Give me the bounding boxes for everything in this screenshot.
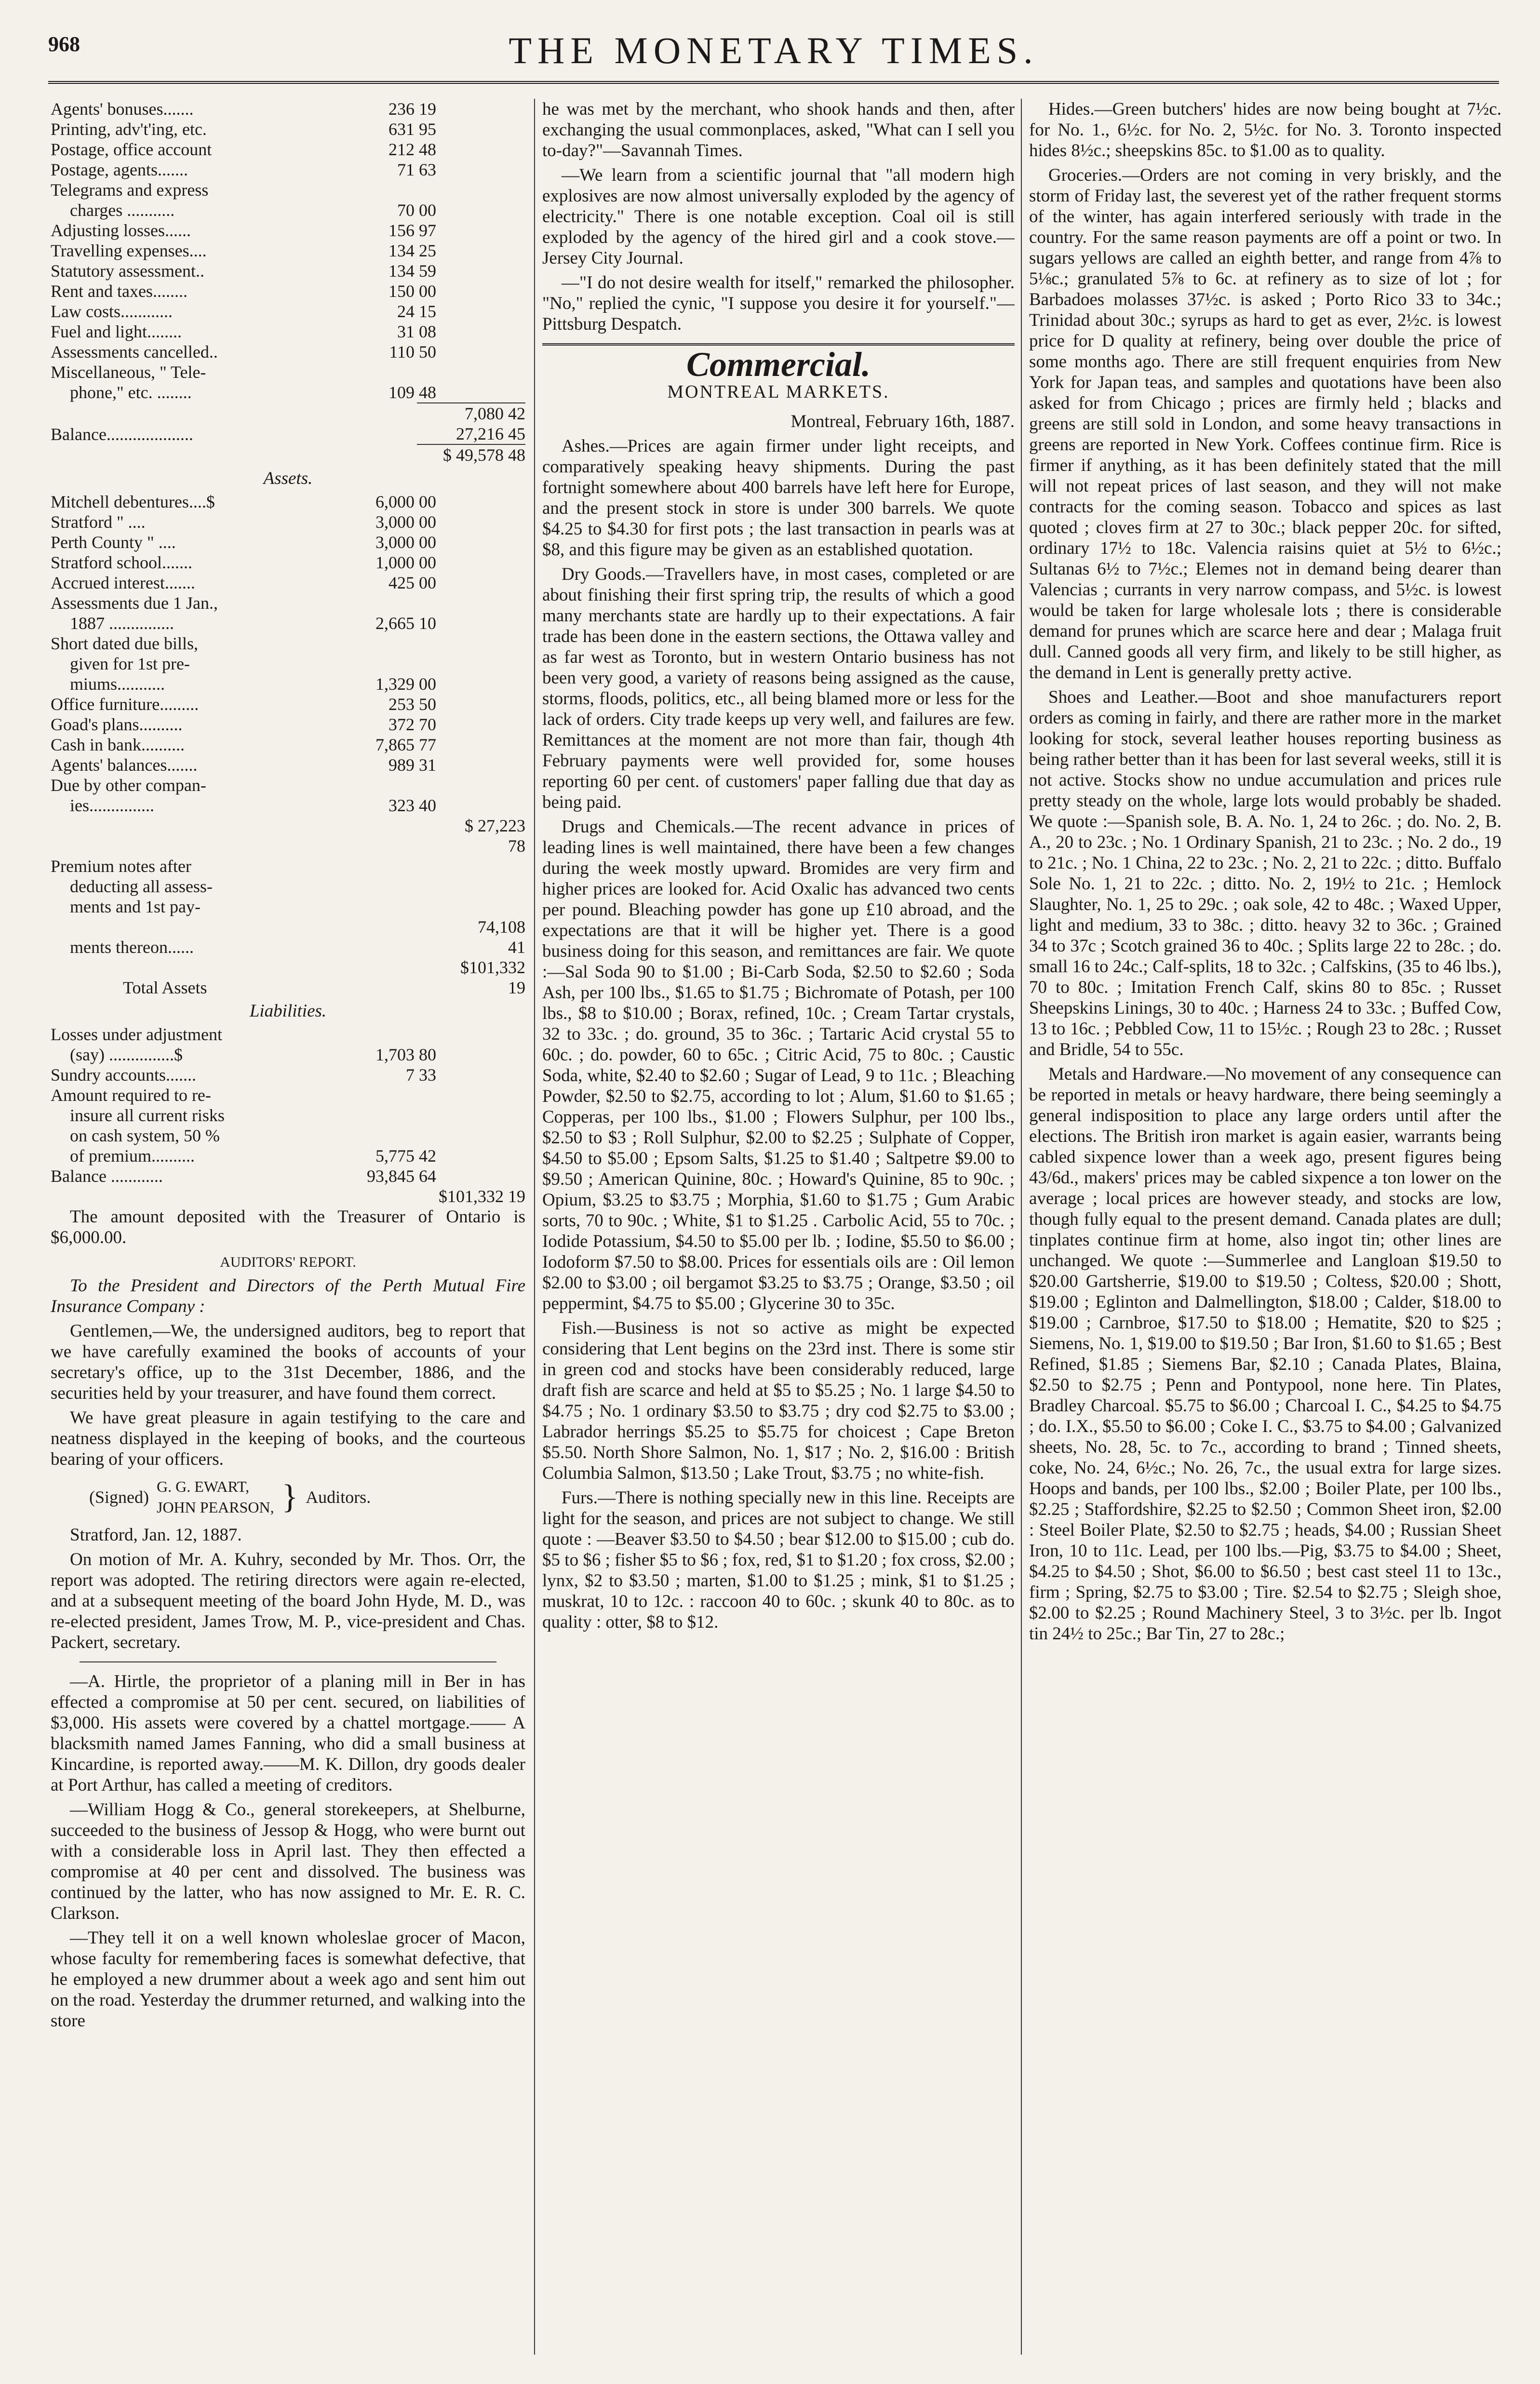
asset-row — [51, 573, 525, 593]
expense-row — [51, 160, 525, 180]
asset-amount: 1,329 00 — [375, 674, 436, 694]
auditors-paragraph-1: Gentlemen,—We, the undersigned auditors, beg to report that we have carefully examined the books of accounts of your secretary's office, up to the 31st December, 1886, and the securities held by your treasurer, and have found them correct. — [51, 1321, 525, 1403]
auditors-to-line: To the President and Directors of the Perth Mutual Fire Insurance Company : — [51, 1276, 525, 1316]
asset-label: Perth County " .... — [51, 533, 176, 552]
asset-amount: 372 70 — [388, 715, 436, 734]
expense-label: Rent and taxes........ — [51, 281, 187, 301]
montreal-markets-heading: MONTREAL MARKETS. — [667, 382, 890, 402]
asset-row — [51, 512, 525, 532]
assets-subtotal: $ 27,223 78 — [465, 816, 525, 856]
masthead-title: THE MONETARY TIMES. — [509, 29, 1039, 71]
expense-amount: 156 97 — [388, 221, 436, 240]
liability-amount: 7 33 — [406, 1065, 436, 1085]
liability-label: Balance ............ — [51, 1166, 163, 1186]
asset-row — [51, 593, 525, 613]
asset-amount — [340, 593, 436, 613]
asset-amount: 1,000 00 — [375, 553, 436, 572]
drugs-paragraph: Drugs and Chemicals.—The recent advance in prices of leading lines is well maintained, there have been a few changes during the week mostly upward. Bromides are very firm and higher prices are looked for. Acid Oxalic has advanced two cents per pound. Bleaching powder has gone up £10 abroad, and the expectations are that it will be higher yet. There is a good business doing for this season, and remittances are fair. We quote :—Sal Soda 90 to $1.00 ; Bi-Carb Soda, $2.50 to $2.60 ; Soda Ash, per 100 lbs., $1.65 to $1.75 ; Bichromate of Potash, per 100 lbs., $8 to $10.00 ; Borax, refined, 10c. ; Cream Tartar crystals, 32 to 33c. ; do. ground, 35 to 36c. ; Tartaric Acid crystal 55 to 60c. ; do. powder, 60 to 65c. ; Citric Acid, 75 to 80c. ; Caustic Soda, white, $2.40 to $2.60 ; Sugar of Lead, 9 to 11c. ; Bleaching Powder, $2.50 to $2.75, according to lot ; Alum, $1.60 to $1.65 ; Copperas, per 100 lbs., $1.00 ; Flowers Sulphur, per 100 lbs., $2.50 to $3 ; Roll Sulphur, $2.00 to $2.25 ; Sulphate of Copper, $4.50 to $5.00 ; Epsom Salts, $1.25 to $1.40 ; Saltpetre $9.00 to $9.50 ; American Quinine, 80c. ; Howard's Quinine, 85 to 90c. ; Opium, $3.25 to $3.75 ; Morphia, $1.60 to $1.75 ; Gum Arabic sorts, 70 to 90c. ; White, $1 to $1.25 . Carbolic Acid, 55 to 70c. ; Iodide Potassium, $4.50 to $5.00 per lb. ; Iodine, $5.50 to $6.00 ; Iodoform $7.50 to $8.00. Prices for essentials oils are : Oil lemon $2.00 to $3.00 ; oil bergamot $3.25 to $3.75 ; Orange, $3.50 ; oil peppermint, $4.75 to $5.00 ; Glycerine 30 to 35c. — [542, 817, 1015, 1313]
asset-row — [51, 613, 525, 633]
premium-notes-3: ments and 1st pay- — [70, 897, 201, 916]
brace-glyph: } — [281, 1478, 298, 1515]
asset-row — [51, 532, 525, 552]
hirtle-paragraph: —A. Hirtle, the proprietor of a planing mill in Ber in has effected a compromise at 50 per cent. secured, on liabilities of $3,000. His assets were covered by a chattel mortgage.—— A blacksmith named James Fanning, who did a small business at Kincardine, is reported away.——M. K. Dillon, dry goods dealer at Port Arthur, has called a meeting of creditors. — [51, 1672, 525, 1795]
premium-notes-1: Premium notes after — [51, 857, 191, 876]
liability-row — [51, 1166, 525, 1186]
expense-amount — [340, 180, 436, 200]
expense-amount — [340, 362, 436, 382]
column-1 — [51, 99, 525, 2355]
expense-amount: 70 00 — [397, 201, 436, 220]
expenses-table — [51, 99, 525, 402]
liability-amount: 5,775 42 — [375, 1146, 436, 1165]
expense-label: Printing, adv't'ing, etc. — [51, 120, 207, 139]
liability-label: (say) ...............$ — [70, 1045, 183, 1064]
expense-label: Fuel and light........ — [51, 322, 182, 341]
liability-label: on cash system, 50 % — [70, 1126, 220, 1145]
signature-block — [89, 1476, 525, 1518]
hides-paragraph: Hides.—Green butchers' hides are now being bought at 7½c. for No. 1., 6½c. for No. 2, 5½c. for No. 3. Toronto inspected hides 8½c.; sheepskins 85c. to $1.00 as to quality. — [1029, 99, 1501, 161]
liability-label: of premium.......... — [70, 1146, 195, 1165]
expense-amount: 109 48 — [388, 383, 436, 402]
expense-row — [51, 301, 525, 321]
asset-row — [51, 552, 525, 573]
asset-row — [51, 755, 525, 775]
expenses-summary — [51, 402, 525, 465]
asset-label: Office furniture......... — [51, 695, 199, 714]
ashes-paragraph: Ashes.—Prices are again firmer under light receipts, and comparatively speaking heavy shipments. During the past fortnight somewhere about 400 barrels have left here for Europe, and the present stock in store is under 300 barrels. We quote $4.25 to $4.30 for first pots ; the last transaction in pearls was at $8, and this figure may be given as an established quotation. — [542, 436, 1015, 560]
macon-paragraph: —They tell it on a well known wholeslae grocer of Macon, whose faculty for remembering faces is somewhat defective, that he employed a new drummer about a week ago and sent him out on the road. Yesterday the drummer returned, and walking into the store — [51, 1928, 525, 2031]
furs-paragraph: Furs.—There is nothing specially new in this line. Receipts are light for the season, and prices are not subject to change. We still quote : —Beaver $3.50 to $4.50 ; bear $12.00 to $15.00 ; cub do. $5 to $6 ; fisher $5 to $6 ; fox, red, $1 to $1.20 ; fox cross, $2.00 ; lynx, $2 to $3.50 ; marten, $1.00 to $1.25 ; mink, $1 to $1.25 ; muskrat, 10 to 12c. : raccoon 40 to 60c. ; skunk 40 to 80c. as to quality : otter, $8 to $12. — [542, 1488, 1015, 1632]
expense-row — [51, 342, 525, 362]
premium-notes-2: deducting all assess- — [70, 877, 213, 896]
shoes-paragraph: Shoes and Leather.—Boot and shoe manufacturers report orders as coming in fairly, and there are rather more in the market looking for stock, several leather houses reporting business as being rather better than it has been for last several weeks, still it is not active. Stocks show no undue accumulation and prices rule pretty steady on the whole, large lots would probably be shaded. We quote :—Spanish sole, B. A. No. 1, 24 to 26c. ; do. No. 2, B. A., 20 to 23c. ; No. 1 Ordinary Spanish, 21 to 23c. ; No. 2 do., 19 to 21c. ; No. 1 China, 22 to 23c. ; No. 2, 21 to 22c. ; ditto. Buffalo Sole No. 1, 21 to 22c. ; ditto. No. 2, 19½ to 21c. ; Hemlock Slaughter, No. 1, 25 to 29c. ; oak sole, 42 to 48c. ; Waxed Upper, light and medium, 33 to 38c. ; ditto. heavy 32 to 36c. ; Grained 34 to 37c ; Scotch grained 36 to 40c. ; Splits large 22 to 28c. ; do. small 16 to 24c.; Calf-splits, 18 to 32c. ; Calfskins, (35 to 46 lbs.), 70 to 80c. ; Imitation French Calf, skins 80 to 85c. ; Russet Sheepskins Linings, 30 to 40c. ; Harness 24 to 33c. ; Buffed Cow, 13 to 16c. ; Pebbled Cow, 11 to 15½c. ; Rough 23 to 28c. ; Russet and Bridle, 54 to 55c. — [1029, 687, 1501, 1059]
expense-amount: 134 25 — [388, 241, 436, 260]
asset-amount — [340, 654, 436, 674]
asset-label: Mitchell debentures....$ — [51, 492, 215, 511]
asset-label: miums........... — [70, 674, 165, 694]
expense-row — [51, 241, 525, 261]
premium-notes-value: 74,108 41 — [478, 917, 525, 957]
asset-amount: 2,665 10 — [375, 614, 436, 633]
liability-label: insure all current risks — [70, 1106, 225, 1125]
asset-row — [51, 654, 525, 674]
expense-row — [51, 220, 525, 241]
asset-amount: 253 50 — [388, 695, 436, 714]
expense-label: Adjusting losses...... — [51, 221, 191, 240]
asset-amount: 425 00 — [388, 573, 436, 592]
premium-notes-4: ments thereon...... — [70, 938, 194, 957]
asset-amount — [340, 775, 436, 795]
total-assets-label: Total Assets — [123, 978, 207, 997]
expense-label: Statutory assessment.. — [51, 261, 204, 281]
expense-label: Law costs............ — [51, 302, 173, 321]
assets-summary — [51, 816, 525, 998]
expense-row — [51, 180, 525, 200]
asset-label: given for 1st pre- — [70, 654, 190, 673]
asset-row — [51, 694, 525, 714]
section-rule — [80, 1661, 496, 1662]
column-divider-2 — [1021, 99, 1022, 2355]
grand-total: $ 49,578 48 — [417, 444, 525, 465]
commercial-heading: Commercial. — [686, 345, 870, 384]
asset-label: Assessments due 1 Jan., — [51, 593, 218, 613]
metals-paragraph: Metals and Hardware.—No movement of any consequence can be reported in metals or heavy hardware, there being seemingly a general indisposition to place any large orders until after the elections. The British iron market is again easier, warrants being cabled sixpence lower than a week ago, present figures being 43/6d., makers' prices may be cabled sixpence a ton lower on the average ; local prices are however steady, and stocks are low, though fully equal to the present demand. Canada plates are dull; tinplates continue firm at home, also ingot tin; other lines are unchanged. We quote :—Summerlee and Langloan $19.50 to $20.00 Gartsherrie, $19.00 to $19.50 ; Coltess, $20.00 ; Shott, $19.00 ; Eglinton and Dalmellington, $18.00 ; Calder, $18.00 to $19.00 ; Carnbroe, $17.50 to $18.00 ; Hematite, $20 to $25 ; Siemens, No. 1, $19.00 to $19.50 ; Bar Iron, $1.60 to $1.65 ; Best Refined, $1.85 ; Siemens Bar, $2.10 ; Canada Plates, Blaina, $2.50 to $2.75 ; Penn and Pontypool, none here. Tin Plates, Bradley Charcoal. $5.75 to $6.00 ; Charcoal I. C., $4.25 to $4.75 ; do. I.X., $5.50 to $6.00 ; Coke I. C., $3.75 to $4.00 ; Galvanized sheets, No. 28, 5c. to 7c., according to brand ; Tinned sheets, coke, No. 24, 6½c.; No. 26, 7c., the usual extra for large sizes. Hoops and bands, per 100 lbs., $2.00 ; Boiler Plate, per 100 lbs., $2.25 ; Staffordshire, $2.25 to $2.50 ; Common Sheet iron, $2.00 : Steel Boiler Plate, $2.50 to $2.75 ; heads, $4.00 ; Russian Sheet Iron, 10 to 11c. Lead, per 100 lbs.—Pig, $3.75 to $4.00 ; Sheet, $4.25 to $4.50 ; Shot, $6.00 to $6.50 ; best cast steel 11 to 13c., firm ; Spring, $2.75 to $3.00 ; Tire. $2.54 to $2.75 ; Sleigh shoe, $2.00 to $2.25 ; Round Machinery Steel, 3 to 3½c. per lb. Ingot tin 24½ to 25c.; Bar Tin, 27 to 28c.; — [1029, 1064, 1501, 1644]
liability-row — [51, 1024, 525, 1045]
asset-amount: 989 31 — [388, 755, 436, 775]
liabilities-table — [51, 1024, 525, 1186]
dateline: Montreal, February 16th, 1887. — [790, 412, 1015, 431]
liabilities-heading: Liabilities. — [249, 1001, 327, 1021]
deposit-note: The amount deposited with the Treasurer of Ontario is $6,000.00. — [51, 1207, 525, 1247]
liability-row — [51, 1125, 525, 1146]
expense-amount: 24 15 — [397, 302, 436, 321]
expense-row — [51, 261, 525, 281]
asset-amount: 3,000 00 — [375, 533, 436, 552]
asset-row — [51, 674, 525, 694]
asset-label: Goad's plans.......... — [51, 715, 183, 734]
asset-label: Stratford school....... — [51, 553, 192, 572]
total-assets-value: $101,332 19 — [460, 958, 525, 997]
expense-row — [51, 99, 525, 119]
expense-amount: 236 19 — [388, 99, 436, 119]
asset-label: Stratford " .... — [51, 512, 146, 532]
column-3 — [1029, 99, 1501, 2355]
asset-amount: 323 40 — [388, 796, 436, 815]
liability-row — [51, 1065, 525, 1085]
auditor-pearson: JOHN PEARSON, — [156, 1499, 274, 1516]
expense-label: Travelling expenses.... — [51, 241, 207, 260]
asset-amount — [340, 633, 436, 654]
expense-amount: 134 59 — [388, 261, 436, 281]
expense-row — [51, 200, 525, 220]
header-rule — [48, 81, 1499, 84]
expense-label: Postage, agents....... — [51, 160, 188, 179]
fish-paragraph: Fish.—Business is not so active as might be expected considering that Lent begins on the 23rd inst. There is some stir in green cod and stocks have been considerably reduced, large draft fish are scarce and held at $5 to $5.25 ; No. 1 large $4.50 to $4.75 ; No. 1 ordinary $3.50 to $3.75 ; dry cod $2.75 to $3.00 ; Labrador herrings $5.25 to $5.75 for choicest ; Cape Breton $5.50. North Shore Salmon, No. 1, $17 ; No. 2, $16.00 : British Columbia Salmon, $13.50 ; Lake Trout, $3.75 ; no white-fish. — [542, 1318, 1015, 1483]
balance-label: Balance.................... — [51, 425, 193, 444]
explosives-paragraph: —We learn from a scientific journal that "all modern high explosives are now almost universally exploded by the agency of electricity." There is one notable exception. Coal oil is still exploded by the agency of the hired girl and a cook stove.—Jersey City Journal. — [542, 165, 1015, 268]
asset-amount: 6,000 00 — [375, 492, 436, 511]
asset-label: Due by other compan- — [51, 776, 206, 795]
assets-table — [51, 492, 525, 816]
asset-row — [51, 714, 525, 735]
expense-row — [51, 321, 525, 342]
liability-row — [51, 1085, 525, 1105]
asset-amount: 7,865 77 — [375, 735, 436, 754]
asset-label: Accrued interest....... — [51, 573, 195, 592]
expense-label: charges ........... — [70, 201, 175, 220]
expense-amount: 212 48 — [388, 140, 436, 159]
liabilities-total: $101,332 19 — [439, 1187, 525, 1206]
asset-label: ies............... — [70, 796, 154, 815]
expense-row — [51, 281, 525, 301]
motion-paragraph: On motion of Mr. A. Kuhry, seconded by Mr. Thos. Orr, the report was adopted. The retiring directors were again re-elected, and at a subsequent meeting of the board John Hyde, M. D., was re-elected president, James Trow, M. P., vice-president and Chas. Packert, secretary. — [51, 1550, 525, 1652]
liability-label: Sundry accounts....... — [51, 1065, 196, 1085]
wealth-paragraph: —"I do not desire wealth for itself," remarked the philosopher. "No," replied the cynic, "I suppose you desire it for yourself."—Pittsburg Despatch. — [542, 273, 1015, 334]
dry-goods-paragraph: Dry Goods.—Travellers have, in most cases, completed or are about finishing their first spring trip, the results of which a good many merchants state are hardly up to their expectations. A fair trade has been done in the eastern sections, the Ottawa valley and as far west as Toronto, but in western Ontario business has not been very good, a variety of reasons being assigned as the cause, storms, floods, politics, etc., all being blamed more or less for the lack of orders. City trade keeps up very well, and failures are few. Remittances at the moment are not more than fair, though 4th February payments were well provided for, some houses reporting 60 per cent. of customers' paper falling due that day as being paid. — [542, 564, 1015, 812]
expense-label: Postage, office account — [51, 140, 212, 159]
auditors-paragraph-2: We have great pleasure in again testifying to the care and neatness displayed in the keeping of books, and the courteous bearing of your officers. — [51, 1408, 525, 1469]
expense-row — [51, 119, 525, 139]
liability-row — [51, 1146, 525, 1166]
liability-row — [51, 1045, 525, 1065]
asset-row — [51, 775, 525, 795]
expense-label: Telegrams and express — [51, 180, 209, 200]
liability-label: Losses under adjustment — [51, 1025, 222, 1044]
expense-label: Agents' bonuses....... — [51, 99, 194, 119]
liability-row — [51, 1105, 525, 1125]
asset-amount: 3,000 00 — [375, 512, 436, 532]
page-number: 968 — [48, 32, 80, 56]
expense-amount: 150 00 — [388, 281, 436, 301]
liability-label: Amount required to re- — [51, 1085, 211, 1105]
column-2 — [542, 99, 1015, 2355]
auditors-word: Auditors. — [306, 1487, 371, 1507]
asset-row — [51, 492, 525, 512]
asset-label: Agents' balances....... — [51, 755, 198, 775]
expense-row — [51, 382, 525, 402]
asset-label: 1887 ............... — [70, 614, 174, 633]
macon-continued: he was met by the merchant, who shook hands and then, after exchanging the usual commonplaces, asked, "What can I sell you to-day?"—Savannah Times. — [542, 99, 1015, 161]
signed-label: (Signed) — [89, 1487, 149, 1507]
hogg-paragraph: —William Hogg & Co., general storekeepers, at Shelburne, succeeded to the business of Jessop & Hogg, who were burnt out with a considerable loss in April last. They then effected a compromise at 40 per cent and dissolved. The business was continued by the latter, who has now assigned to Mr. E. R. C. Clarkson. — [51, 1800, 525, 1923]
liability-amount — [340, 1125, 436, 1146]
auditors-heading: AUDITORS' REPORT. — [220, 1254, 356, 1270]
asset-row — [51, 735, 525, 755]
liability-amount — [340, 1105, 436, 1125]
liability-amount: 1,703 80 — [375, 1045, 436, 1064]
expenses-total: 7,080 42 — [417, 403, 525, 424]
auditor-ewart: G. G. EWART, — [156, 1478, 250, 1495]
balance-value: 27,216 45 — [456, 424, 525, 443]
expense-label: Assessments cancelled.. — [51, 342, 218, 362]
liabilities-summary — [51, 1186, 525, 1206]
expense-amount: 71 63 — [397, 160, 436, 179]
expense-amount: 631 95 — [388, 120, 436, 139]
asset-row — [51, 633, 525, 654]
groceries-paragraph: Groceries.—Orders are not coming in very briskly, and the storm of Friday last, the severest yet of the rather frequent storms of the winter, has again interfered seriously with trade in the country. For the same reason payments are off a point or two. In sugars yellows are called an eighth better, and range from 4⅞ to 5⅛c.; granulated 5⅞ to 6c. at refinery as to size of lot ; for Barbadoes molasses 37½c. is asked ; Porto Rico 33 to 34c.; Trinidad about 30c.; syrups as hard to get as ever, 2½c. is lowest price for D quality at refinery, being over double the price of some months ago. There are still frequent enquiries from New York for Japan teas, and samples and quotations have been also asked for from Chicago ; prices are firmly held ; blacks and greens are still sold in London, and some heavy transactions in greens are reported in New York. Coffees continue firm. Rice is firmer if anything, as it has been definitely stated that the mill will not repeat prices of last season, and they will not make contracts for the coming season. Tobacco and spices as last quoted ; cloves firm at 27 to 30c.; black pepper 20c. for sifted, ordinary 17½ to 18c. Valencia raisins quiet at 5½ to 6½c.; Sultanas 6½ to 7½c.; Elemes not in demand being dearer than Valencias ; currants in very narrow compass, and 5½c. is lowest would be taken for large wholesale lots ; there is considerable demand for prunes which are scarce here and dear ; Malaga fruit dull. Canned goods all very firm, and likely to be still higher, as the demand in Lent is generally pretty active. — [1029, 165, 1501, 683]
liability-amount — [340, 1085, 436, 1105]
place-date: Stratford, Jan. 12, 1887. — [70, 1525, 242, 1545]
column-divider-1 — [534, 99, 535, 2355]
assets-heading: Assets. — [263, 469, 313, 488]
expense-label: Miscellaneous, " Tele- — [51, 362, 206, 382]
expense-row — [51, 362, 525, 382]
asset-label: Cash in bank.......... — [51, 735, 185, 754]
asset-label: Short dated due bills, — [51, 634, 198, 653]
liability-amount — [340, 1024, 436, 1045]
expense-amount: 31 08 — [397, 322, 436, 341]
expense-row — [51, 139, 525, 160]
expense-label: phone," etc. ........ — [70, 383, 192, 402]
asset-row — [51, 795, 525, 816]
page-header — [48, 29, 1499, 72]
expense-amount: 110 50 — [389, 342, 436, 362]
liability-amount: 93,845 64 — [367, 1166, 436, 1186]
